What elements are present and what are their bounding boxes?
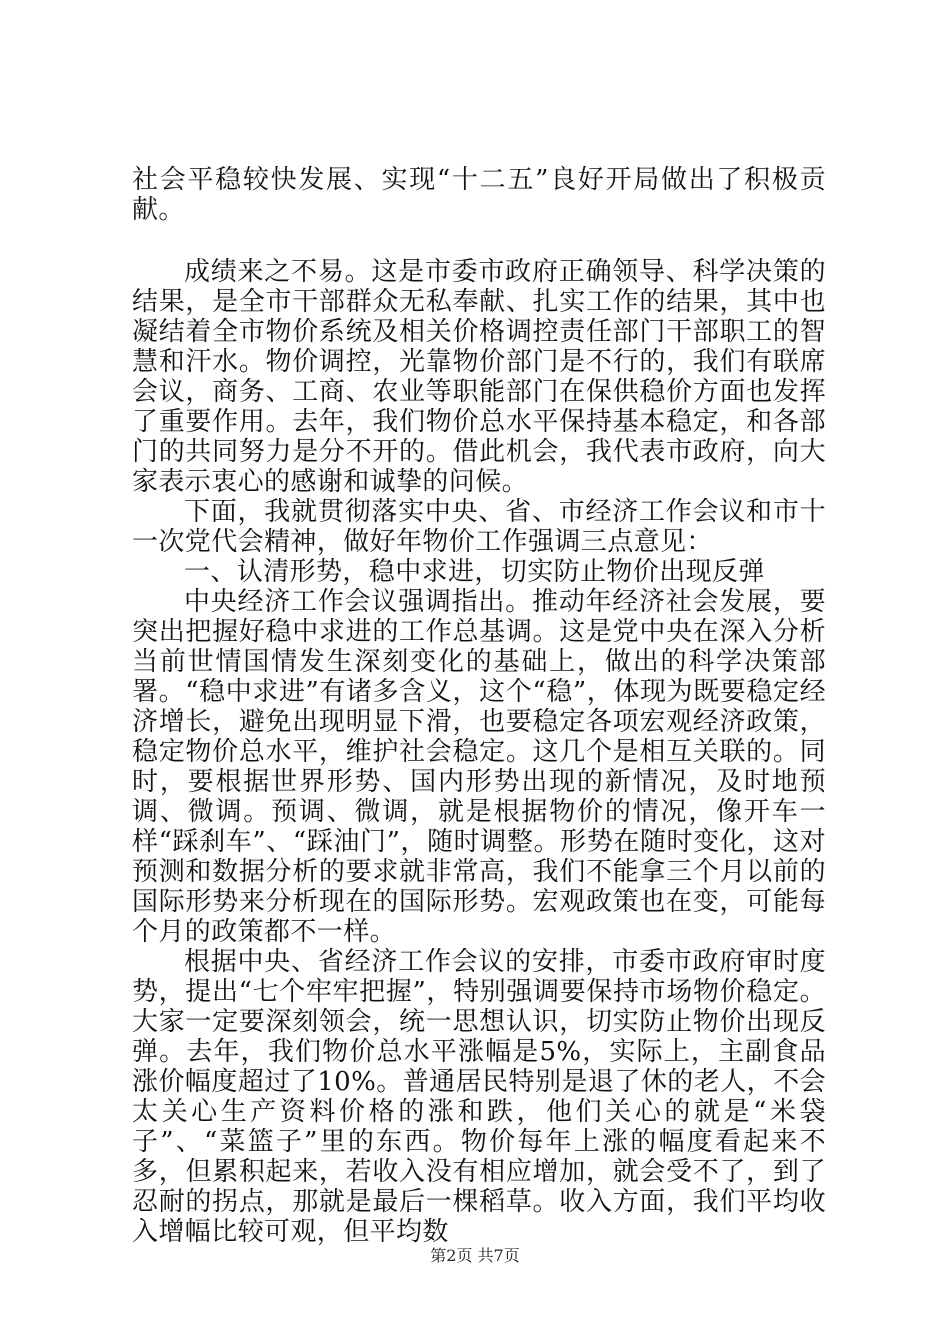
paragraph-achievements: 成绩来之不易。这是市委市政府正确领导、科学决策的结果，是全市干部群众无私奉献、扎实工作的结果，其中也凝结着全市物价系统及相关价格调控责任部门干部职工的智慧和汗水。物价调控，光靠物价部门是不行的，我们有联席会议，商务、工商、农业等职能部门在保供稳价方面也发挥了重要作用。去年，我们物价总水平保持基本稳定，和各部门的共同努力是分不开的。借此机会，我代表市政府，向大家表示衷心的感谢和诚挚的问候。 (132, 257, 826, 497)
paragraph-gap (132, 225, 826, 257)
paragraph-central-conference: 中央经济工作会议强调指出。推动年经济社会发展，要突出把握好稳中求进的工作总基调。这是党中央在深入分析当前世情国情发生深刻变化的基础上，做出的科学决策部署。“稳中求进”有诸多含义，这个“稳”，体现为既要稳定经济增长，避免出现明显下滑，也要稳定各项宏观经济政策，稳定物价总水平，维护社会稳定。这几个是相互关联的。同时，要根据世界形势、国内形势出现的新情况，及时地预调、微调。预调、微调，就是根据物价的情况，像开车一样“踩刹车”、“踩油门”，随时调整。形势在随时变化，这对预测和数据分析的要求就非常高，我们不能拿三个月以前的国际形势来分析现在的国际形势。宏观政策也在变，可能每个月的政策都不一样。 (132, 587, 826, 947)
paragraph-intro: 下面，我就贯彻落实中央、省、市经济工作会议和市十一次党代会精神，做好年物价工作强调三点意见： (132, 497, 826, 557)
paragraph-continuation: 社会平稳较快发展、实现“十二五”良好开局做出了积极贡献。 (132, 165, 826, 225)
paragraph-provincial-conference: 根据中央、省经济工作会议的安排，市委市政府审时度势，提出“七个牢牢把握”，特别强调要保持市场物价稳定。大家一定要深刻领会，统一思想认识，切实防止物价出现反弹。去年，我们物价总水平涨幅是5%，实际上，主副食品涨价幅度超过了10%。普通居民特别是退了休的老人，不会太关心生产资料价格的涨和跌，他们关心的就是“米袋子”、“菜篮子”里的东西。物价每年上涨的幅度看起来不多，但累积起来，若收入没有相应增加，就会受不了，到了忍耐的拐点，那就是最后一棵稻草。收入方面，我们平均收入增幅比较可观，但平均数 (132, 947, 826, 1247)
body-text (132, 165, 826, 1247)
section-heading-1: 一、认清形势，稳中求进，切实防止物价出现反弹 (184, 557, 765, 587)
page-footer: 第2页 共7页 (430, 1246, 520, 1265)
